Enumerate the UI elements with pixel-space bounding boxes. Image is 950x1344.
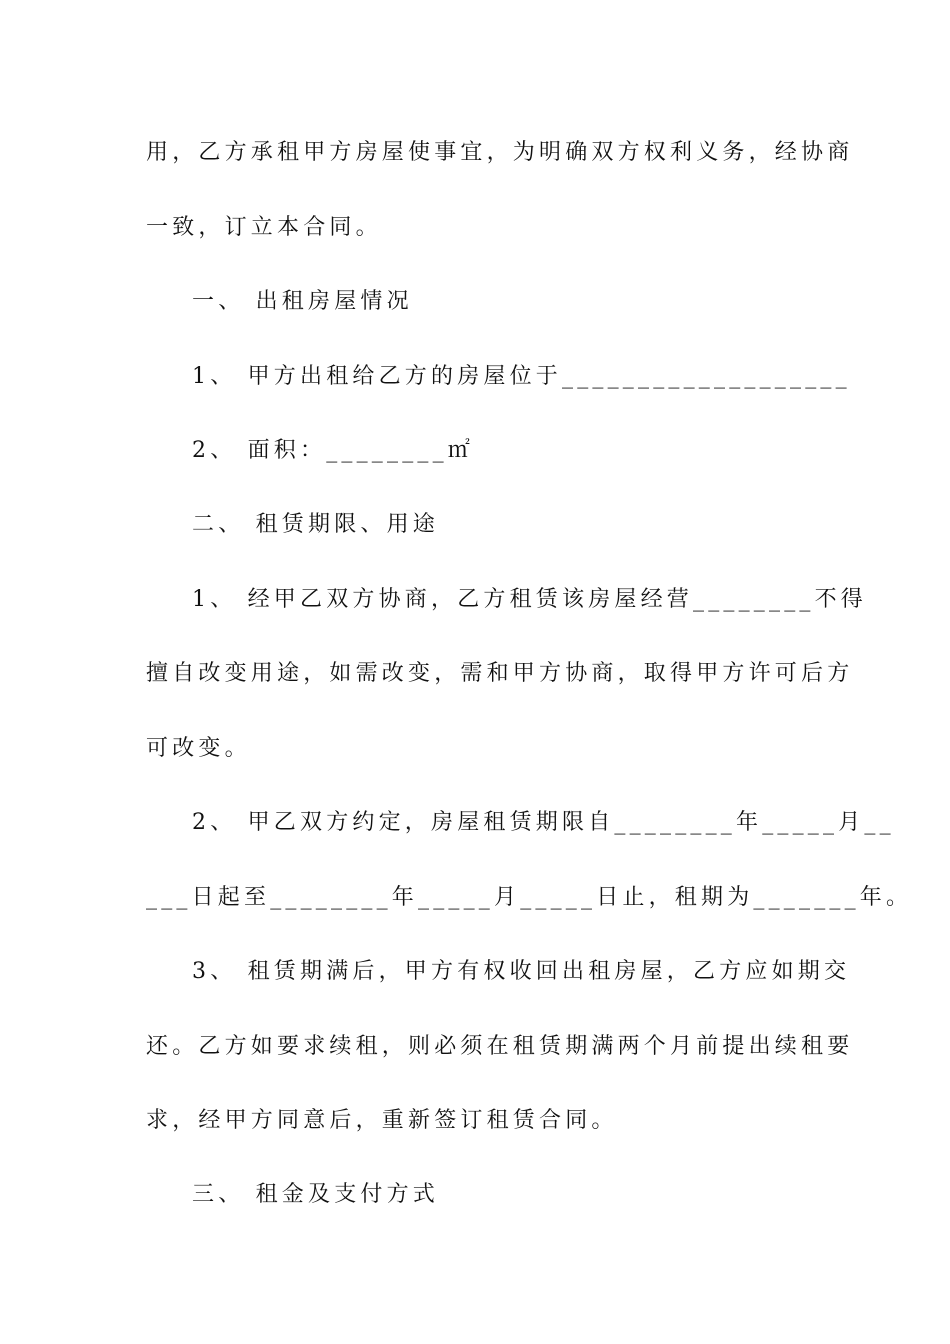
section-heading-1: 一、 出租房屋情况: [192, 289, 413, 314]
clause-2-1-usage: 1、 经甲乙双方协商，乙方租赁该房屋经营________不得: [192, 587, 867, 612]
clause-1-1-location: 1、 甲方出租给乙方的房屋位于___________________: [192, 364, 851, 389]
section-heading-2: 二、 租赁期限、用途: [192, 512, 439, 537]
paragraph-line: ___日起至________年_____月_____日止，租期为_______年。: [146, 885, 913, 910]
clause-2-3-expiry: 3、 租赁期满后，甲方有权收回出租房屋，乙方应如期交: [192, 959, 851, 984]
paragraph-line: 一致，订立本合同。: [146, 215, 382, 240]
paragraph-line: 用，乙方承租甲方房屋使事宜，为明确双方权利义务，经协商: [146, 140, 854, 165]
clause-1-2-area: 2、 面积：________㎡: [192, 438, 474, 463]
paragraph-line: 还。乙方如要求续租，则必须在租赁期满两个月前提出续租要: [146, 1034, 854, 1059]
paragraph-line: 擅自改变用途，如需改变，需和甲方协商，取得甲方许可后方: [146, 661, 854, 686]
clause-2-2-term: 2、 甲乙双方约定，房屋租赁期限自________年_____月__: [192, 810, 895, 835]
paragraph-line: 求，经甲方同意后，重新签订租赁合同。: [146, 1108, 618, 1133]
section-heading-3: 三、 租金及支付方式: [192, 1182, 439, 1207]
paragraph-line: 可改变。: [146, 736, 251, 761]
